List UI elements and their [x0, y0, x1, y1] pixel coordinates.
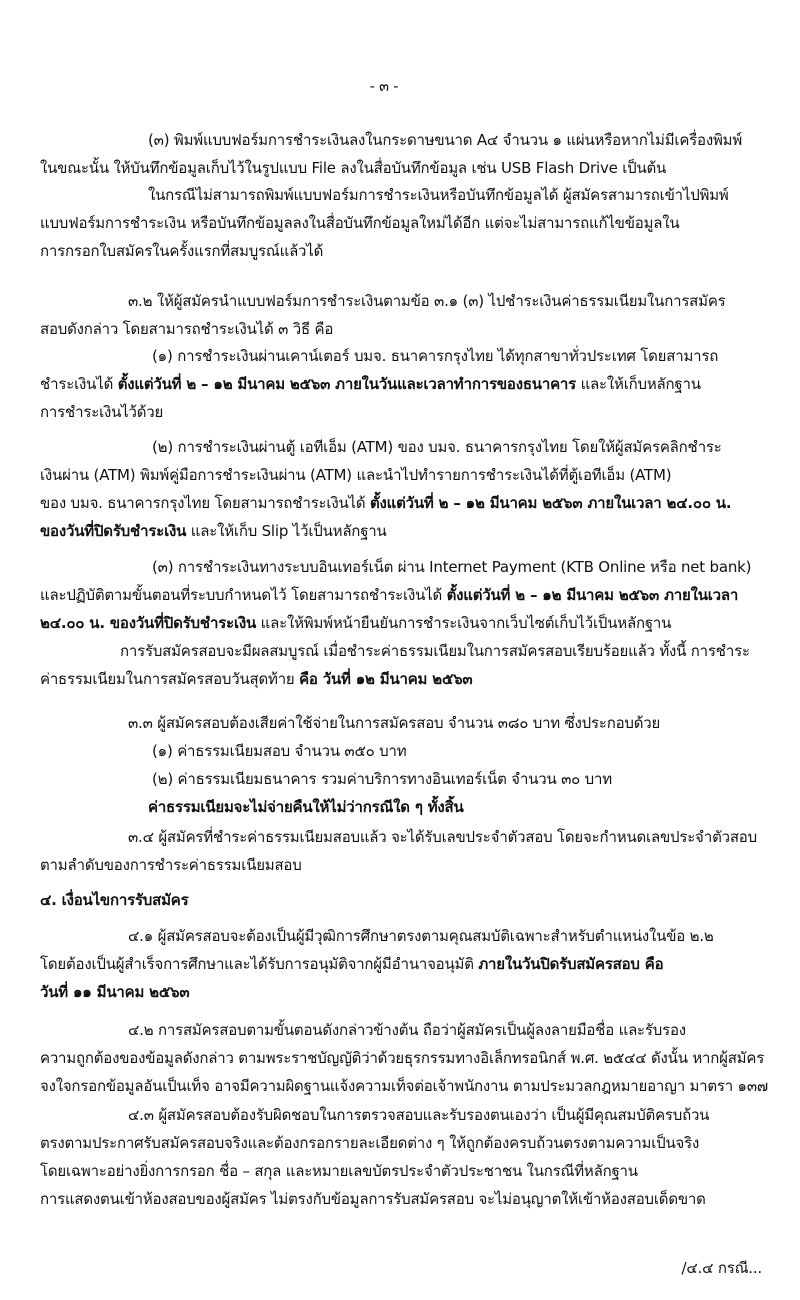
para-4-1-line-1: ๔.๑ ผู้สมัครสอบจะต้องเป็นผู้มีวุฒิการศึกษาตรงตามคุณสมบัติเฉพาะสำหรับตำแหน่งในข้อ ๒.๒ [128, 927, 714, 945]
completion-line-2: ค่าธรรมเนียมในการสมัครสอบวันสุดท้าย คือ วันที่ ๑๒ มีนาคม ๒๕๖๓ [40, 670, 473, 688]
para-3-4-line-2: ตามลำดับของการชำระค่าธรรมเนียมสอบ [40, 856, 302, 874]
para-4-3-line-3: โดยเฉพาะอย่างยิ่งการกรอก ชื่อ – สกุล และหมายเลขบัตรประจำตัวประชาชน ในกรณีที่หลักฐาน [40, 1162, 638, 1180]
fee-item-1: (๑) ค่าธรรมเนียมสอบ จำนวน ๓๕๐ บาท [152, 742, 407, 760]
para-4-2-line-3: จงใจกรอกข้อมูลอันเป็นเท็จ อาจมีความผิดฐานแจ้งความเท็จต่อเจ้าพนักงาน ตามประมวลกฎหมายอาญา มาตรา ๑๓๗ [40, 1077, 768, 1095]
method-2-line-3: ของ บมจ. ธนาคารกรุงไทย โดยสามารถชำระเงินได้ ตั้งแต่วันที่ ๒ – ๑๒ มีนาคม ๒๕๖๓ ภายในเวลา ๒๔.๐๐ น. [40, 494, 732, 512]
para-3-1-3-line-1: (๓) พิมพ์แบบฟอร์มการชำระเงินลงในกระดาษขนาด A๔ จำนวน ๑ แผ่นหรือหากไม่มีเครื่องพิมพ์ [148, 131, 743, 149]
fee-item-2: (๒) ค่าธรรมเนียมธนาคาร รวมค่าบริการทางอินเทอร์เน็ต จำนวน ๓๐ บาท [152, 770, 612, 788]
method-3-line-1: (๓) การชำระเงินทางระบบอินเทอร์เน็ต ผ่าน Internet Payment (KTB Online หรือ net bank) [152, 558, 752, 576]
completion-line-1: การรับสมัครสอบจะมีผลสมบูรณ์ เมื่อชำระค่าธรรมเนียมในการสมัครสอบเรียบร้อยแล้ว ทั้งนี้ การชำระ [120, 642, 750, 660]
para-3-3-line-1: ๓.๓ ผู้สมัครสอบต้องเสียค่าใช้จ่ายในการสมัครสอบ จำนวน ๓๘๐ บาท ซึ่งประกอบด้วย [128, 714, 661, 732]
para-4-2-line-2: ความถูกต้องของข้อมูลดังกล่าว ตามพระราชบัญญัติว่าด้วยธุรกรรมทางอิเล็กทรอนิกส์ พ.ศ. ๒๕๔๔ ดังนั้น หากผู้สมัคร [40, 1049, 765, 1067]
para-4-1-line-3: วันที่ ๑๑ มีนาคม ๒๕๖๓ [40, 983, 190, 1001]
para-3-4-line-1: ๓.๔ ผู้สมัครที่ชำระค่าธรรมเนียมสอบแล้ว จะได้รับเลขประจำตัวสอบ โดยจะกำหนดเลขประจำตัวสอบ [128, 828, 757, 846]
para-4-3-line-1: ๔.๓ ผู้สมัครสอบต้องรับผิดชอบในการตรวจสอบและรับรองตนเองว่า เป็นผู้มีคุณสมบัติครบถ้วน [128, 1106, 710, 1124]
method-3-line-2: และปฏิบัติตามขั้นตอนที่ระบบกำหนดไว้ โดยสามารถชำระเงินได้ ตั้งแต่วันที่ ๒ – ๑๒ มีนาคม ๒๕๖๓ ภายในเวลา [40, 586, 739, 604]
method-2-line-2: เงินผ่าน (ATM) พิมพ์คู่มือการชำระเงินผ่าน (ATM) และนำไปทำรายการชำระเงินได้ที่ตู้เอทีเอ็ม (ATM) [40, 466, 672, 484]
para-4-2-line-1: ๔.๒ การสมัครสอบตามขั้นตอนดังกล่าวข้างต้น ถือว่าผู้สมัครเป็นผู้ลงลายมือชื่อ และรับรอง [128, 1021, 686, 1039]
para-note-line-2: แบบฟอร์มการชำระเงิน หรือบันทึกข้อมูลลงในสื่อบันทึกข้อมูลใหม่ได้อีก แต่จะไม่สามารถแก้ไขข้อมูลใน [40, 214, 680, 232]
continuation-footer: /๔.๔ กรณี... [681, 1259, 762, 1277]
method-2-line-4: ของวันที่ปิดรับชำระเงิน และให้เก็บ Slip ไว้เป็นหลักฐาน [40, 522, 387, 540]
no-refund-note: ค่าธรรมเนียมจะไม่จ่ายคืนให้ไม่ว่ากรณีใด ๆ ทั้งสิ้น [148, 798, 464, 816]
method-2-line-1: (๒) การชำระเงินผ่านตู้ เอทีเอ็ม (ATM) ของ บมจ. ธนาคารกรุงไทย โดยให้ผู้สมัครคลิกชำระ [152, 438, 722, 456]
method-3-line-3: ๒๔.๐๐ น. ของวันที่ปิดรับชำระเงิน และให้พิมพ์หน้ายืนยันการชำระเงินจากเว็บไซต์เก็บไว้เป็นหลักฐาน [40, 614, 672, 632]
method-1-line-3: การชำระเงินไว้ด้วย [40, 403, 164, 421]
para-3-2-line-2: สอบดังกล่าว โดยสามารถชำระเงินได้ ๓ วิธี คือ [40, 320, 334, 338]
page-number: - ๓ - [369, 77, 399, 95]
para-note-line-3: การกรอกใบสมัครในครั้งแรกที่สมบูรณ์แล้วได้ [40, 242, 324, 260]
para-note-line-1: ในกรณีไม่สามารถพิมพ์แบบฟอร์มการชำระเงินหรือบันทึกข้อมูลได้ ผู้สมัครสามารถเข้าไปพิมพ์ [148, 186, 729, 204]
para-4-3-line-4: การแสดงตนเข้าห้องสอบของผู้สมัคร ไม่ตรงกับข้อมูลการรับสมัครสอบ จะไม่อนุญาตให้เข้าห้องสอบเด็ดขาด [40, 1190, 706, 1208]
para-3-2-line-1: ๓.๒ ให้ผู้สมัครนำแบบฟอร์มการชำระเงินตามข้อ ๓.๑ (๓) ไปชำระเงินค่าธรรมเนียมในการสมัคร [128, 292, 726, 310]
section-4-heading: ๔. เงื่อนไขการรับสมัคร [40, 891, 189, 909]
para-4-3-line-2: ตรงตามประกาศรับสมัครสอบจริงและต้องกรอกรายละเอียดต่าง ๆ ให้ถูกต้องครบถ้วนตรงตามความเป็นจริง [40, 1134, 700, 1152]
para-3-1-3-line-2: ในขณะนั้น ให้บันทึกข้อมูลเก็บไว้ในรูปแบบ File ลงในสื่อบันทึกข้อมูล เช่น USB Flash Drive เป็นต้น [40, 159, 667, 177]
para-4-1-line-2: โดยต้องเป็นผู้สำเร็จการศึกษาและได้รับการอนุมัติจากผู้มีอำนาจอนุมัติ ภายในวันปิดรับสมัครสอบ คือ [40, 955, 664, 973]
method-1-line-1: (๑) การชำระเงินผ่านเคาน์เตอร์ บมจ. ธนาคารกรุงไทย ได้ทุกสาขาทั่วประเทศ โดยสามารถ [152, 347, 719, 365]
method-1-line-2: ชำระเงินได้ ตั้งแต่วันที่ ๒ – ๑๒ มีนาคม ๒๕๖๓ ภายในวันและเวลาทำการของธนาคาร และให้เก็บหลักฐาน [40, 375, 701, 393]
